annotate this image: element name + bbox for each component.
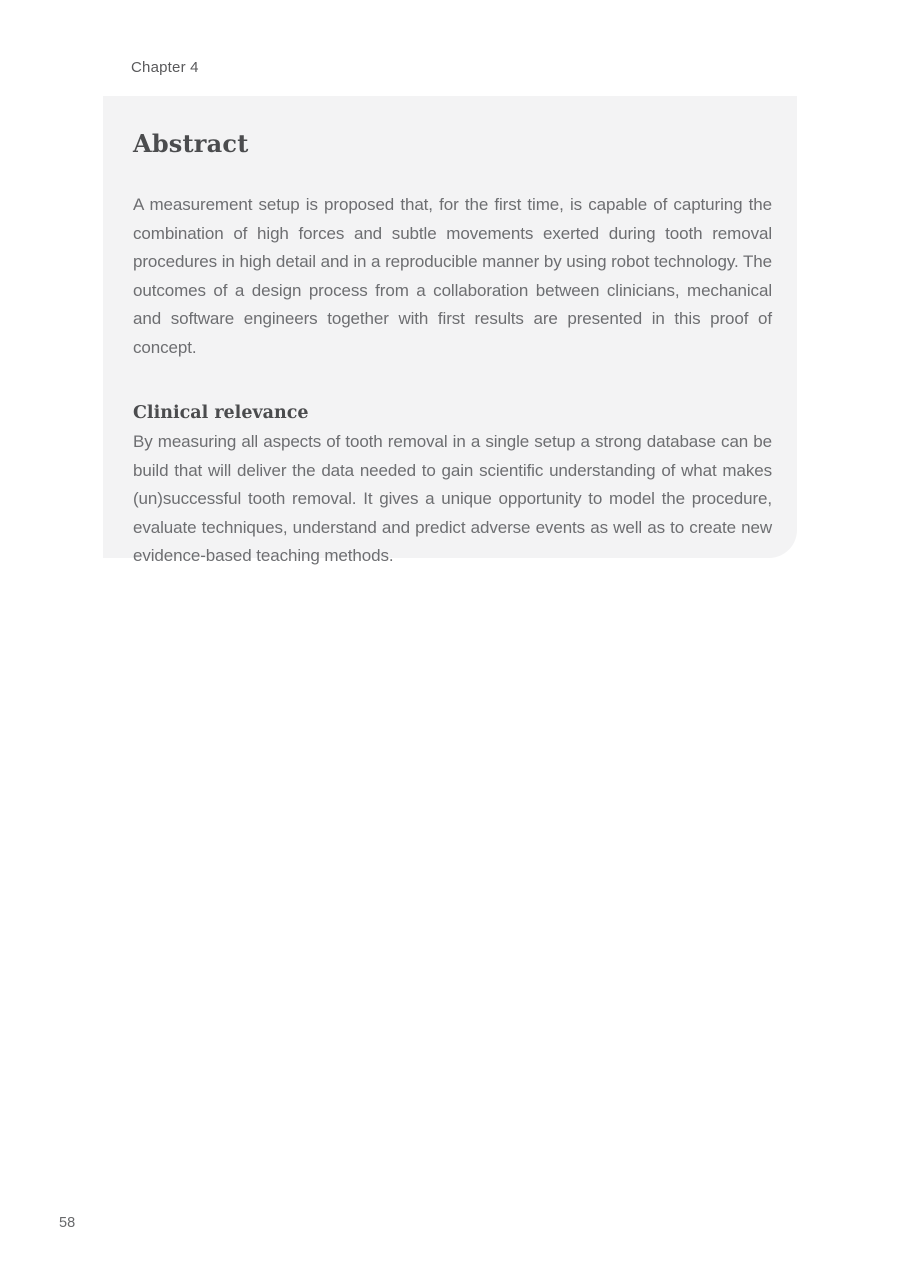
page-number: 58 [59, 1215, 76, 1231]
abstract-title: Abstract [133, 129, 249, 158]
chapter-header: Chapter 4 [131, 59, 199, 76]
abstract-panel [103, 96, 797, 565]
clinical-relevance-heading: Clinical relevance [133, 403, 309, 423]
clinical-relevance-paragraph: By measuring all aspects of tooth removal in a single setup a strong database can be build that will deliver the data needed to gain scientific understanding of what makes (un)successful tooth removal. It gives a unique opportunity to model the procedure, evaluate techniques, understand and predict adverse events as well as to create new evidence-based teaching methods. [133, 432, 772, 565]
abstract-paragraph: A measurement setup is proposed that, for the first time, is capable of capturing the combination of high forces and subtle movements exerted during tooth removal procedures in high detail and in a reproducible manner by using robot technology. The outcomes of a design process from a collaboration between clinicians, mechanical and software engineers together with first results are presented in this proof of concept. [133, 195, 772, 357]
